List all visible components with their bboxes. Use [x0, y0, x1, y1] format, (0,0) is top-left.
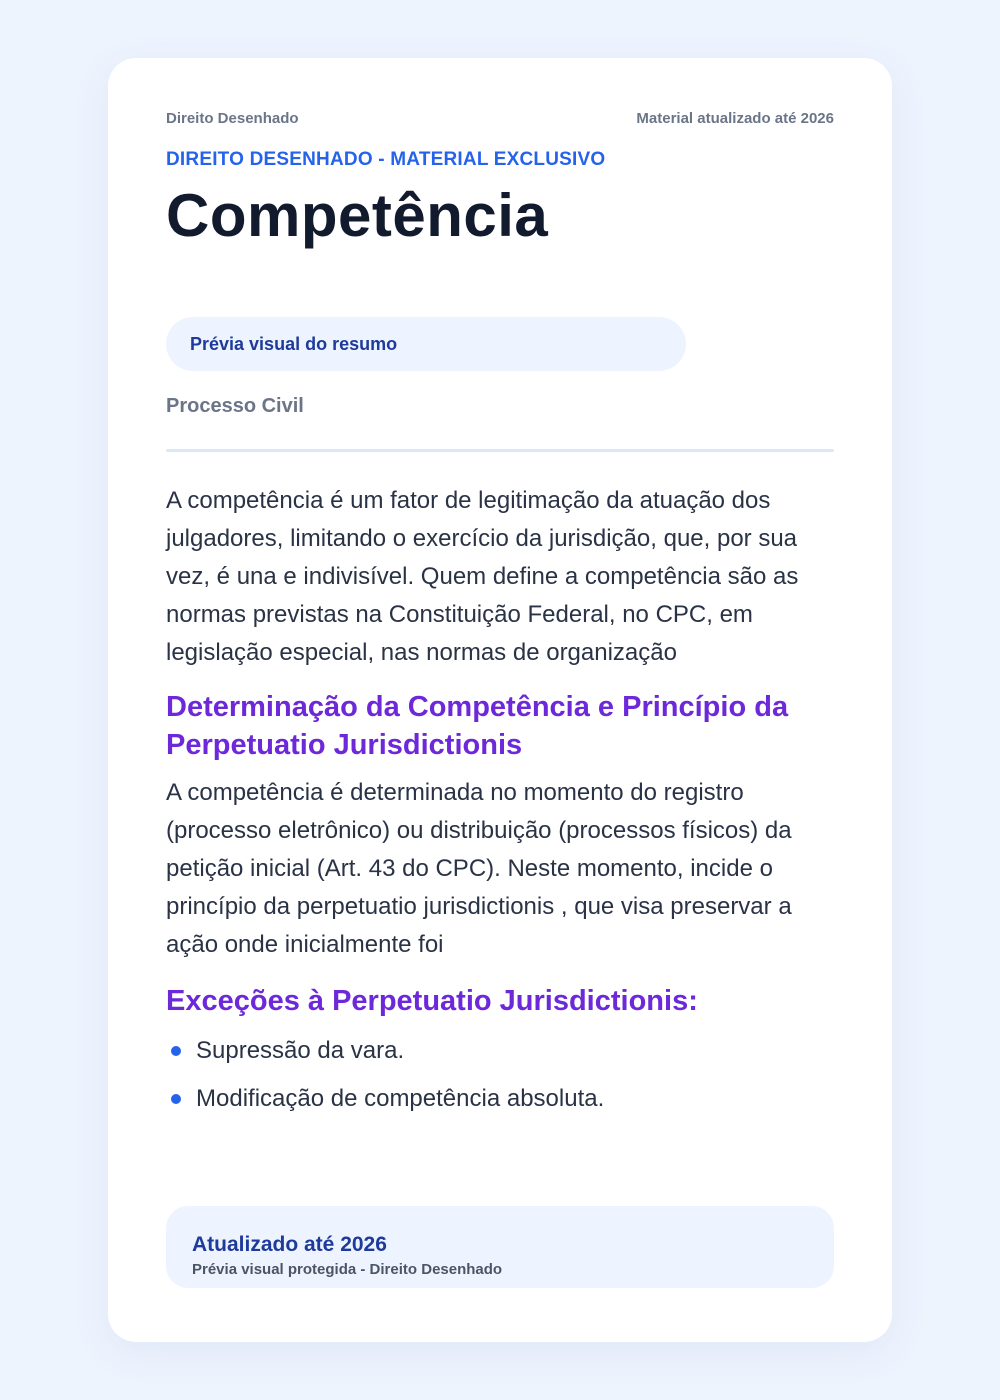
- list-item-text: Supressão da vara.: [196, 1037, 405, 1064]
- brand-name: Direito Desenhado: [166, 109, 299, 127]
- section-heading-determination: Determinação da Competência e Princípio da Perpetuatio Jurisdictionis: [166, 691, 789, 761]
- bullet-dot-icon: [171, 1094, 181, 1104]
- determination-paragraph: A competência é determinada no momento do registro (processo eletrônico) ou distribuição (processos físicos) da petição inicial (Art. 43 do CPC). Neste momento, incide o princípio da perpetuatio jurisdictionis , que visa preservar a ação onde inicialmente foi: [166, 779, 792, 958]
- subject-label: Processo Civil: [166, 395, 304, 417]
- exceptions-list: [166, 1032, 834, 1118]
- document-content: [166, 108, 834, 1128]
- footer-subtitle: Prévia visual protegida - Direito Desenhado: [192, 1261, 503, 1278]
- section-heading-exceptions: Exceções à Perpetuatio Jurisdictionis:: [166, 985, 698, 1017]
- updated-note: Material atualizado até 2026: [636, 109, 834, 127]
- document-card: [108, 58, 892, 1342]
- intro-paragraph: A competência é um fator de legitimação da atuação dos julgadores, limitando o exercício da jurisdição, que, por sua vez, é una e indivisível. Quem define a competência são as normas previstas na Constituição Federal, no CPC, em legislação especial, nas normas de organização: [166, 487, 799, 666]
- preview-badge: Prévia visual do resumo: [166, 317, 686, 371]
- footer-title: Atualizado até 2026: [192, 1233, 387, 1256]
- page-title: Competência: [166, 182, 549, 249]
- list-item: [166, 1032, 834, 1070]
- bullet-dot-icon: [171, 1046, 181, 1056]
- top-bar: [166, 108, 834, 128]
- kicker-label: DIREITO DESENHADO - MATERIAL EXCLUSIVO: [166, 149, 606, 170]
- list-item: [166, 1080, 834, 1118]
- list-item-text: Modificação de competência absoluta.: [196, 1085, 605, 1112]
- divider: [166, 449, 834, 452]
- footer-box: [166, 1206, 834, 1288]
